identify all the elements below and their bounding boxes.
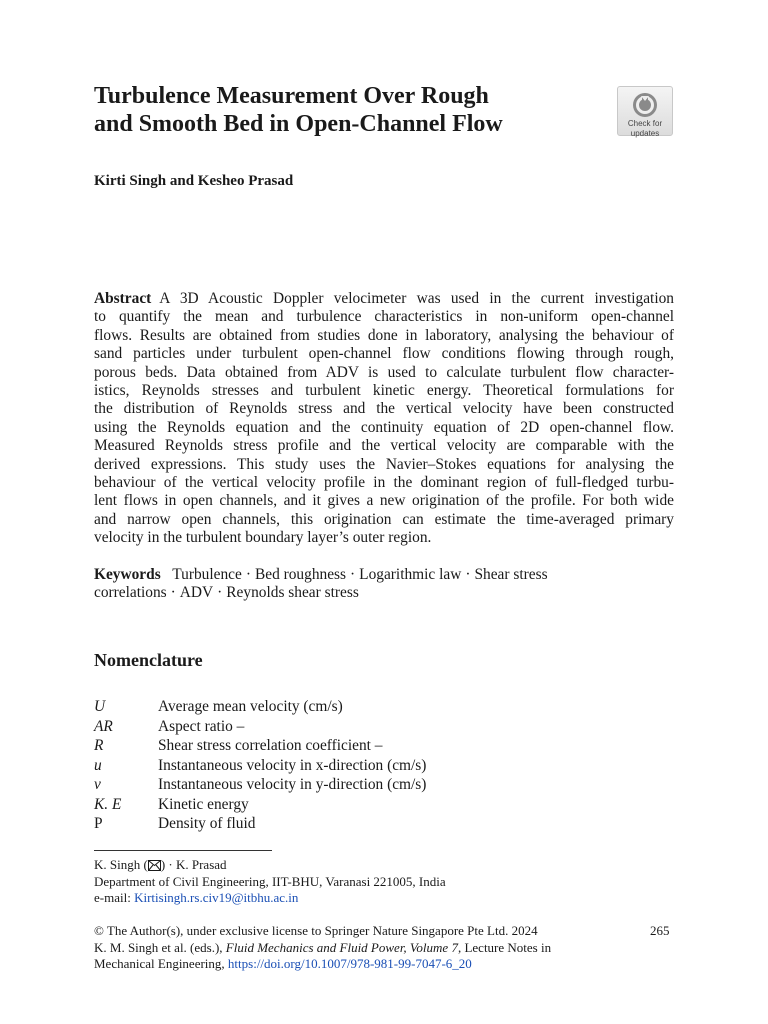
nomenclature-row [94, 756, 654, 776]
badge-text-line-2: updates [630, 129, 660, 138]
abstract [94, 290, 674, 548]
keywords [94, 566, 674, 603]
keyword-separator: · [217, 584, 223, 602]
keyword: Bed roughness [254, 566, 347, 583]
nomenclature-row [94, 736, 654, 756]
nomenclature-definition: Density of fluid [158, 815, 256, 832]
abstract-line: sand particles under turbulent open-channel flow conditions flowing through rough, [94, 345, 674, 363]
keyword: ADV [179, 584, 214, 602]
book-title: Fluid Mechanics and Fluid Power, Volume 7 [225, 939, 458, 955]
keyword-separator: · [245, 566, 251, 583]
nomenclature-row [94, 795, 654, 815]
paper-title [94, 82, 594, 138]
email-link[interactable]: Kirtisingh.rs.civ19@itbhu.ac.in [134, 890, 299, 905]
nomenclature-list [94, 697, 654, 834]
abstract-line: flows. Results are obtained from studies done in laboratory, analysing the behaviour of [94, 326, 674, 344]
nomenclature-definition: Shear stress correlation coefficient – [158, 737, 383, 754]
nomenclature-symbol: R [94, 737, 104, 754]
footnote-affiliation: Department of Civil Engineering, IIT-BHU, Varanasi 221005, India [94, 873, 446, 889]
copyright-line-2: K. M. Singh et al. (eds.), Fluid Mechanics and Fluid Power, Volume 7, Lecture Notes in [94, 939, 552, 955]
nomenclature-definition: Average mean velocity (cm/s) [158, 698, 343, 715]
nomenclature-symbol: P [94, 815, 103, 832]
nomenclature-row [94, 775, 654, 795]
nomenclature-symbol: AR [94, 717, 113, 735]
abstract-line: and narrow open channels, this origination can estimate the time-averaged primary [94, 510, 674, 528]
keywords-line-1 [94, 566, 674, 584]
nomenclature-heading: Nomenclature [94, 650, 203, 670]
abstract-line: velocity in the turbulent boundary layer’s outer region. [94, 529, 432, 547]
abstract-line: Abstract A 3D Acoustic Doppler velocimeter was used in the current investigation [94, 290, 674, 307]
keywords-label: Keywords [94, 566, 161, 583]
nomenclature-definition: Instantaneous velocity in y-direction (cm/s) [158, 776, 427, 793]
abstract-line: lent flows in open channels, and it gives a new origination of the profile. For both wide [94, 492, 674, 510]
keyword-separator: · [465, 566, 471, 583]
page-number: 265 [650, 923, 670, 938]
nomenclature-definition: Aspect ratio – [158, 717, 245, 735]
nomenclature-definition: Kinetic energy [158, 795, 249, 813]
title-line-2: and Smooth Bed in Open-Channel Flow [94, 111, 503, 137]
abstract-line: istics, Reynolds stresses and turbulent kinetic energy. Theoretical formulations for [94, 382, 674, 400]
copyright-line-3: Mechanical Engineering, https://doi.org/10.1007/978-981-99-7047-6_20 [94, 956, 472, 971]
nomenclature-row [94, 717, 654, 737]
badge-text-line-1: Check for [627, 119, 663, 128]
keywords-line-2 [94, 584, 674, 602]
author-list: Kirti Singh and Kesheo Prasad [94, 173, 294, 189]
keyword-separator: · [170, 584, 176, 602]
abstract-line: behaviour of the vertical velocity profile in the dominant region of full-fledged turbu- [94, 474, 674, 492]
keyword-separator: · [350, 566, 356, 583]
nomenclature-symbol: K. E [94, 795, 122, 813]
nomenclature-symbol: u [94, 756, 102, 774]
title-line-1: Turbulence Measurement Over Rough [94, 83, 489, 109]
envelope-icon [148, 860, 161, 871]
nomenclature-row [94, 814, 654, 834]
abstract-line: Measured Reynolds stress profile and the vertical velocity are comparable with the [94, 437, 674, 455]
abstract-line: derived expressions. This study uses the Navier–Stokes equations for analysing the [94, 455, 674, 473]
keyword: Logarithmic law [359, 566, 462, 583]
keyword: correlations [94, 584, 167, 602]
keyword: Shear stress [474, 566, 548, 583]
abstract-label: Abstract [94, 290, 152, 307]
nomenclature-definition: Instantaneous velocity in x-direction (cm/s) [158, 756, 427, 774]
footnote-divider [94, 850, 272, 851]
abstract-line: porous beds. Data obtained from ADV is used to calculate turbulent flow character- [94, 363, 674, 381]
check-for-updates-icon [632, 92, 658, 118]
keyword: Turbulence [172, 566, 242, 583]
check-for-updates-badge[interactable] [617, 86, 673, 136]
footnote-authors: K. Singh ( ) · K. Prasad [94, 857, 227, 872]
abstract-line: to quantify the mean and turbulence characteristics in non-uniform open-channel [94, 308, 674, 326]
nomenclature-symbol: U [94, 698, 106, 715]
keyword: Reynolds shear stress [226, 584, 359, 602]
nomenclature-row [94, 697, 654, 717]
copyright-notice [94, 923, 674, 973]
footnote-email-line: e-mail: Kirtisingh.rs.civ19@itbhu.ac.in [94, 890, 299, 905]
author-footnote [94, 857, 674, 907]
nomenclature-symbol: v [94, 776, 101, 793]
doi-link[interactable]: https://doi.org/10.1007/978-981-99-7047-6_20 [227, 956, 472, 971]
abstract-line: the distribution of Reynolds stress and the vertical velocity have been constructed [94, 400, 674, 418]
copyright-line-1: © The Author(s), under exclusive license to Springer Nature Singapore Pte Ltd. 2024 [94, 923, 538, 938]
abstract-line: using the Reynolds equation and the continuity equation of 2D open-channel flow. [94, 418, 674, 436]
